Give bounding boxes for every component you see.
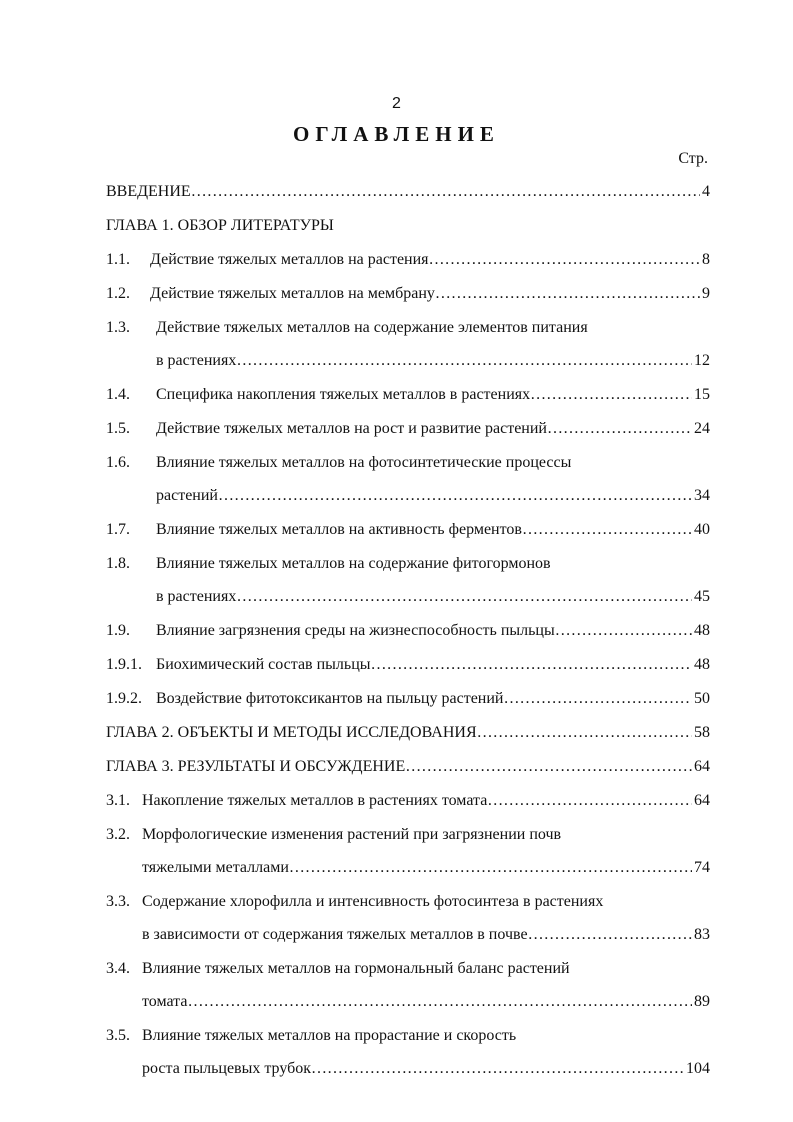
toc-entry-title: Влияние тяжелых металлов на активность ферментов [156, 521, 522, 538]
toc-entry-number: 3.3. [106, 893, 130, 910]
toc-entry-number: 1.9.2. [106, 690, 142, 707]
toc-entry-page: 83 [694, 926, 710, 943]
toc-entry-number: 1.6. [106, 454, 130, 471]
toc-entry[interactable] [106, 790, 710, 812]
toc-entry-number: 1.9. [106, 622, 130, 639]
toc-entry-title: Действие тяжелых металлов на мембрану [150, 285, 435, 302]
toc-entry-title: Влияние тяжелых металлов на фотосинтетические процессы [156, 454, 572, 471]
toc-entry[interactable] [106, 181, 710, 203]
toc-entry-page: 58 [694, 724, 710, 741]
toc-entry-number: 1.9.1. [106, 656, 142, 673]
toc-entry-page: 15 [694, 386, 710, 403]
toc-entry-title: ГЛАВА 2. ОБЪЕКТЫ И МЕТОДЫ ИССЛЕДОВАНИЯ [106, 724, 477, 741]
toc-entry-title: Влияние тяжелых металлов на гормональный баланс растений [142, 960, 570, 977]
toc-entry-page: 74 [694, 859, 710, 876]
toc-entry-title: в зависимости от содержания тяжелых металлов в почве [142, 926, 528, 943]
toc-entry-continuation[interactable] [106, 485, 710, 507]
toc-entry-title: в растениях [156, 588, 237, 605]
toc-entry-continuation[interactable] [106, 586, 710, 608]
toc-entry-title: Влияние загрязнения среды на жизнеспособность пыльцы [156, 622, 555, 639]
toc-entry-number: 1.7. [106, 521, 130, 538]
toc-entry-title: Влияние тяжелых металлов на прорастание и скорость [142, 1027, 517, 1044]
toc-entry-title: Специфика накопления тяжелых металлов в растениях [156, 386, 531, 403]
toc-entry[interactable] [106, 553, 710, 575]
toc-entry[interactable] [106, 688, 710, 710]
toc-entry-page: 8 [702, 251, 710, 268]
toc-entry-number: 3.5. [106, 1027, 130, 1044]
toc-entry-number: 3.2. [106, 826, 130, 843]
toc-entry[interactable] [106, 418, 710, 440]
toc-entry-number: 1.1. [106, 251, 130, 268]
toc-entry-title: растений [156, 487, 218, 504]
toc-entry[interactable] [106, 384, 710, 406]
toc-entry-number: 3.1. [106, 792, 130, 809]
toc-entry-number: 1.8. [106, 555, 130, 572]
toc-entry[interactable] [106, 891, 710, 913]
toc-entry[interactable] [106, 620, 710, 642]
toc-entry[interactable] [106, 756, 710, 778]
toc-entry[interactable] [106, 824, 710, 846]
toc-entry[interactable] [106, 958, 710, 980]
toc-entry-page: 24 [694, 420, 710, 437]
toc-entry-page: 50 [694, 690, 710, 707]
toc-entry-title: Биохимический состав пыльцы [156, 656, 371, 673]
toc-entry-title: роста пыльцевых трубок [142, 1060, 312, 1077]
toc-entry-page: 48 [694, 622, 710, 639]
toc-entry-page: 89 [694, 993, 710, 1010]
toc-entry-page: 34 [694, 487, 710, 504]
toc-entry-page: 48 [694, 656, 710, 673]
toc-entry[interactable] [106, 519, 710, 541]
toc-entry-title: Действие тяжелых металлов на рост и развитие растений [156, 420, 547, 437]
toc-entry-page: 45 [694, 588, 710, 605]
toc-entry-continuation[interactable] [106, 350, 710, 372]
toc-entry[interactable] [106, 722, 710, 744]
toc-entry-number: 1.2. [106, 285, 130, 302]
toc-entry[interactable] [106, 1025, 710, 1047]
toc-entry-title: Накопление тяжелых металлов в растениях томата [142, 792, 488, 809]
toc-entry-page: 12 [694, 352, 710, 369]
toc-entry-continuation[interactable] [106, 991, 710, 1013]
toc-entry-page: 64 [694, 758, 710, 775]
toc-entry-title: Влияние тяжелых металлов на содержание фитогормонов [156, 555, 551, 572]
toc-entry[interactable] [106, 283, 710, 305]
toc-entry-page: 9 [702, 285, 710, 302]
toc-entry[interactable] [106, 452, 710, 474]
toc-entry-continuation[interactable] [106, 924, 710, 946]
toc-entry-page: 40 [694, 521, 710, 538]
toc-entry-page: 64 [694, 792, 710, 809]
toc-entry-title: в растениях [156, 352, 237, 369]
toc-entry-title: Действие тяжелых металлов на растения [150, 251, 429, 268]
toc-entry[interactable] [106, 317, 710, 339]
page-column-label: Стр. [678, 150, 708, 167]
toc-entry-title: Воздействие фитотоксикантов на пыльцу растений [156, 690, 504, 707]
toc-entry-title: тяжелыми металлами [142, 859, 289, 876]
toc-entry-page: 4 [702, 183, 710, 200]
page-title: ОГЛАВЛЕНИЕ [293, 122, 500, 146]
page-number: 2 [392, 95, 401, 112]
toc-entry-title: томата [142, 993, 188, 1010]
toc-entry-page: 104 [686, 1060, 710, 1077]
toc-entry-title: ГЛАВА 3. РЕЗУЛЬТАТЫ И ОБСУЖДЕНИЕ [106, 758, 406, 775]
toc-entry-title: Морфологические изменения растений при загрязнении почв [142, 826, 562, 843]
toc-chapter-heading[interactable] [106, 215, 710, 237]
toc-entry-number: 1.3. [106, 319, 130, 336]
toc-entry-title: Содержание хлорофилла и интенсивность фотосинтеза в растениях [142, 893, 604, 910]
toc-entry-title: ГЛАВА 1. ОБЗОР ЛИТЕРАТУРЫ [106, 217, 334, 234]
toc-entry[interactable] [106, 249, 710, 271]
toc-entry-title: Действие тяжелых металлов на содержание элементов питания [156, 319, 588, 336]
toc-entry[interactable] [106, 654, 710, 676]
toc-entry-continuation[interactable] [106, 1058, 710, 1080]
toc-entry-title: ВВЕДЕНИЕ [106, 183, 191, 200]
toc-entry-number: 3.4. [106, 960, 130, 977]
toc-entry-continuation[interactable] [106, 857, 710, 879]
toc-entry-number: 1.4. [106, 386, 130, 403]
toc-entry-number: 1.5. [106, 420, 130, 437]
